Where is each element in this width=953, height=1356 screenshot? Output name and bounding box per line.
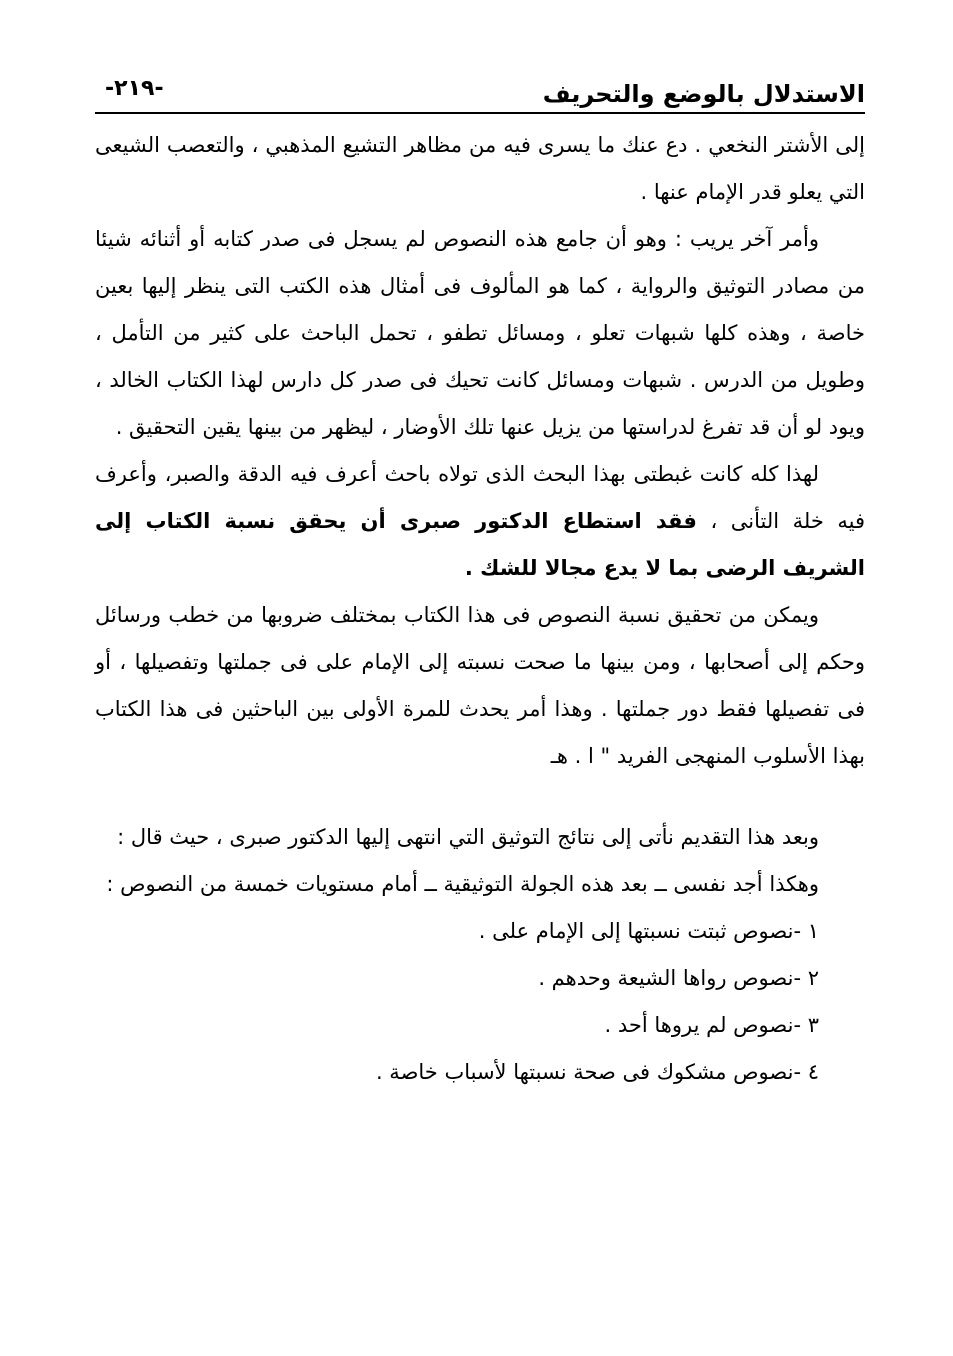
paragraph-2: وأمر آخر يريب : وهو أن جامع هذه النصوص لم يسجل فى صدر كتابه أو أثنائه شيئا من مصادر التوثيق والرواية ، كما هو المألوف فى أمثال هذه الكتب التى ينظر إليها بعين خاصة ، وهذه كلها شبهات تعلو ، ومسائل تطفو ، تحمل الباحث على كثير من التأمل ، وطويل من الدرس . شبهات ومسائل كانت تحيك فى صدر كل دارس لهذا الكتاب الخالد ، ويود لو أن قد تفرغ لدراستها من يزيل عنها تلك الأوضار ، ليظهر من بينها يقين التحقيق . [95, 227, 865, 439]
document-page [95, 70, 865, 1310]
running-title: الاستدلال بالوضع والتحريف [542, 80, 865, 108]
list-item: ٣ -نصوص لم يروها أحد . [604, 1013, 819, 1037]
paragraph-spacer [95, 780, 865, 814]
paragraph-3 [95, 451, 865, 592]
paragraph-5: وبعد هذا التقديم نأتى إلى نتائج التوثيق التي انتهى إليها الدكتور صبرى ، حيث قال : [117, 825, 819, 849]
list-item: ٢ -نصوص رواها الشيعة وحدهم . [538, 966, 819, 990]
paragraph-4: ويمكن من تحقيق نسبة النصوص فى هذا الكتاب بمختلف ضروبها من خطب ورسائل وحكم إلى أصحابها ، ومن بينها ما صحت نسبته إلى الإمام على فى جملتها وتفصيلها ، أو فى تفصيلها فقط دور جملتها . وهذا أمر يحدث للمرة الأولى بين الباحثين فى هذا الكتاب بهذا الأسلوب المنهجى الفريد " ا . هـ [95, 603, 865, 768]
page-header [95, 70, 865, 114]
list-item: ٤ -نصوص مشكوك فى صحة نسبتها لأسباب خاصة . [375, 1060, 819, 1084]
paragraph-3-bold-text: فقد استطاع الدكتور صبرى أن يحقق نسبة الكتاب إلى الشريف الرضى بما لا يدع مجالا للشك . [95, 509, 865, 580]
text-levels-list [95, 908, 865, 1096]
paragraph-3-text: لهذا كله كانت غبطتى بهذا البحث الذى تولاه باحث أعرف فيه الدقة والصبر، وأعرف فيه خلة التأنى ، [95, 462, 865, 533]
list-item: ١ -نصوص ثبتت نسبتها إلى الإمام على . [478, 919, 819, 943]
paragraph-6: وهكذا أجد نفسى ــ بعد هذه الجولة التوثيقية ــ أمام مستويات خمسة من النصوص : [106, 872, 819, 896]
paragraph-1: إلى الأشتر النخعي . دع عنك ما يسرى فيه من مظاهر التشيع المذهبي ، والتعصب الشيعى التي يعلو قدر الإمام عنها . [95, 133, 865, 204]
page-number: -٢١٩- [105, 76, 164, 101]
